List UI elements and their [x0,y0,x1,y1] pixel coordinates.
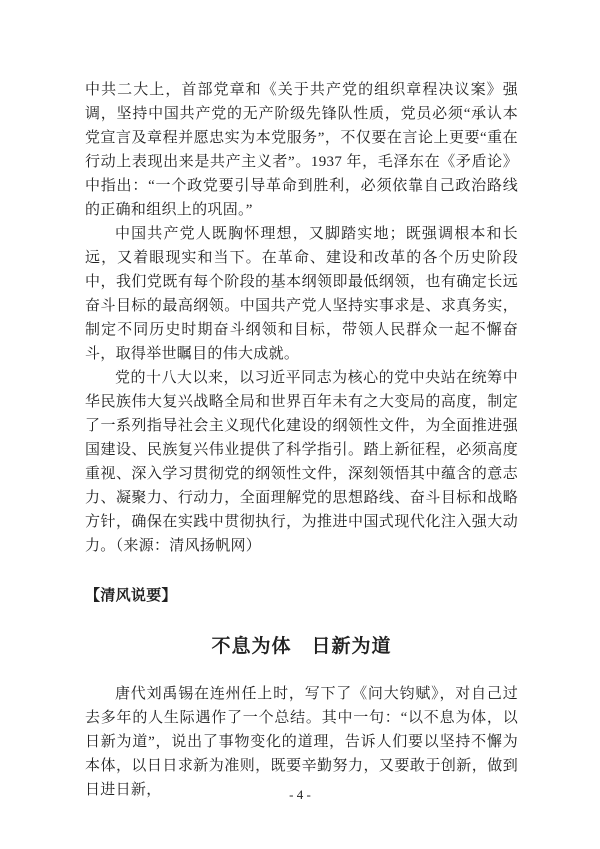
paragraph-continuation: 中共二大上，首部党章和《关于共产党的组织章程决议案》强调，坚持中国共产党的无产阶级先锋队性质，党员必须“承认本党宣言及章程并愿忠实为本党服务”，不仅要在言论上更要“重在行动上表现出来是共产主义者”。1937 年，毛泽东在《矛盾论》中指出：“一个政党要引导革命到胜利，必须依靠自己政治路线的正确和组织上的巩固。” [85,82,518,218]
section-label: 【清风说要】 [85,588,177,604]
paragraph: 唐代刘禹锡在连州任上时，写下了《问大钧赋》，对自己过去多年的人生际遇作了一个总结。其中一句：“以不息为体，以日新为道”，说出了事物变化的道理，告诉人们要以坚持不懈为本体，以日日求新为准则，既要辛勤努力，又要敢于创新，做到日进日新， [85,686,518,798]
paragraph: 中国共产党人既胸怀理想，又脚踏实地；既强调根本和长远，又着眼现实和当下。在革命、建设和改革的各个历史阶段中，我们党既有每个阶段的基本纲领即最低纲领，也有确定长远奋斗目标的最高纲领。中国共产党人坚持实事求是、求真务实，制定不同历史时期奋斗纲领和目标，带领人民群众一起不懈奋斗，取得举世瞩目的伟大成就。 [85,226,518,362]
paragraph: 党的十八大以来，以习近平同志为核心的党中央站在统筹中华民族伟大复兴战略全局和世界百年未有之大变局的高度，制定了一系列指导社会主义现代化建设的纲领性文件，为全面推进强国建设、民族复兴伟业提供了科学指引。踏上新征程，必须高度重视、深入学习贯彻党的纲领性文件，深刻领悟其中蕴含的意志力、凝聚力、行动力，全面理解党的思想路线、奋斗目标和战略方针，确保在实践中贯彻执行，为推进中国式现代化注入强大动力。（来源：清风扬帆网） [85,370,518,554]
page-number: - 4 - [289,787,311,802]
document-text-block [85,78,518,802]
article-title: 不息为体 日新为道 [211,636,392,657]
